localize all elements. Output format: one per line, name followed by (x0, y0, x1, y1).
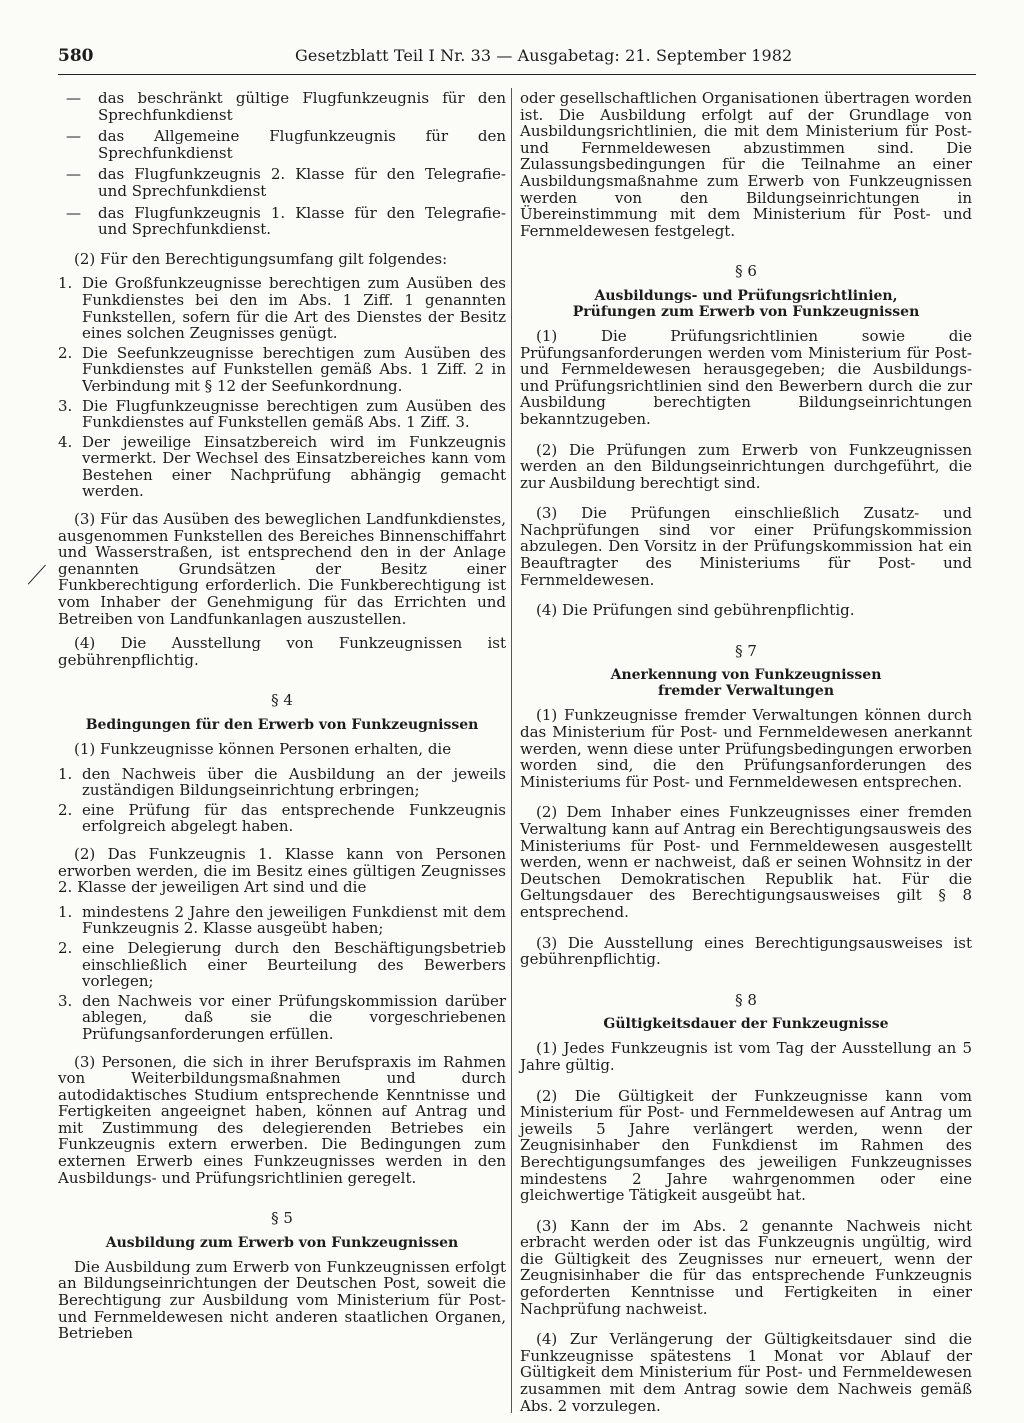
page-header (58, 48, 976, 75)
section-number: § 6 (735, 262, 757, 281)
paragraph: (3) Personen, die sich in ihrer Berufspraxis im Rahmen von Weiterbildungsmaßnahmen und durch autodidaktisches Studium entsprechende Kenntnisse und Fertigkeiten angeeignet haben, können auf Antrag und mit Zustimmung des delegierenden Betriebes ein Funkzeugnis extern erwerben. Die Bedingungen zum externen Erwerb eines Funkzeugnisses werden in den Ausbildungs- und Prüfungsrichtlinien geregelt. (58, 1052, 506, 1187)
numbered-item: 3. den Nachweis vor einer Prüfungskommission darüber ablegen, daß sie die vorgeschriebenen Prüfungsanforderungen erfüllen. (58, 991, 506, 1043)
paragraph: (4) Die Ausstellung von Funkzeugnissen ist gebührenpflichtig. (58, 634, 506, 669)
numbered-item: 1. mindestens 2 Jahre den jeweiligen Funkdienst mit dem Funkzeugnis 2. Klasse ausgeübt haben; (58, 902, 506, 938)
numbered-item: 4. Der jeweilige Einsatzbereich wird im Funkzeugnis vermerkt. Der Wechsel des Einsatzbereiches kann vom Bestehen einer Nachprüfung abhängig gemacht werden. (58, 432, 506, 501)
paragraph: (3) Die Prüfungen einschließlich Zusatz- und Nachprüfungen sind vor einer Prüfungskommission abzulegen. Den Vorsitz in der Prüfungskommission hat ein Beauftragter des Ministeriums für Post- und Fernmeldewesen. (520, 504, 972, 589)
paragraph: (4) Zur Verlängerung der Gültigkeitsdauer sind die Funkzeugnisse spätestens 1 Monat vor Ablauf der Gültigkeit dem Ministerium für Post- und Fernmeldewesen zusammen mit dem Antrag sowie dem Nachweis gemäß Abs. 2 vorzulegen. (520, 1330, 972, 1415)
paragraph: (2) Für den Berechtigungsumfang gilt folgendes: (74, 249, 448, 268)
paragraph: (2) Die Prüfungen zum Erwerb von Funkzeugnissen werden an den Bildungseinrichtungen durchgeführt, die zur Ausbildung berechtigt sind. (520, 440, 972, 492)
dash-item: — das Flugfunkzeugnis 2. Klasse für den Telegrafie- und Sprechfunkdienst (66, 165, 506, 200)
section-title: Ausbildung zum Erwerb von Funkzeugnissen (105, 1234, 459, 1251)
dash-item: — das Flugfunkzeugnis 1. Klasse für den Telegrafie- und Sprechfunkdienst. (66, 203, 506, 239)
numbered-item: 2. eine Delegierung durch den Beschäftigungsbetrieb einschließlich einer Beurteilung des Bewerbers vorlegen; (58, 938, 506, 991)
section-title: Ausbildungs- und Prüfungsrichtlinien, Prüfungen zum Erwerb von Funkzeugnissen (572, 287, 920, 320)
gazette-title: Gesetzblatt Teil I Nr. 33 — Ausgabetag: 21. September 1982 (295, 46, 793, 65)
numbered-item: 2. eine Prüfung für das entsprechende Funkzeugnis erfolgreich abgelegt haben. (58, 800, 506, 836)
paragraph: oder gesellschaftlichen Organisationen übertragen worden ist. Die Ausbildung erfolgt auf der Grundlage von Ausbildungsrichtlinien, die mit dem Ministerium für Post- und Fernmeldewesen abzustimmen sind. Die Zulassungsbedingungen für die Teilnahme an einer Ausbildungsmaßnahme zum Erwerb von Funkzeugnissen werden von den Bildungseinrichtungen in Übereinstimmung mit dem Ministerium für Post- und Fernmeldewesen festgelegt. (520, 89, 972, 240)
paragraph: (1) Funkzeugnisse fremder Verwaltungen können durch das Ministerium für Post- und Fernmeldewesen anerkannt werden, wenn diese unter Prüfungsbedingungen erworben worden sind, die den Prüfungsanforderungen des Ministeriums für Post- und Fernmeldewesen entsprechen. (520, 706, 972, 791)
paragraph: (3) Kann der im Abs. 2 genannte Nachweis nicht erbracht werden oder ist das Funkzeugnis ungültig, wird die Gültigkeit des Zeugnisses nur erneuert, wenn der Zeugnisinhaber die für das entsprechende Funkzeugnis geforderten Kenntnisse und Fertigkeiten in einer Nachprüfung nachweist. (520, 1216, 972, 1318)
left-column (58, 90, 506, 1342)
margin-mark (28, 565, 46, 585)
paragraph: (2) Dem Inhaber eines Funkzeugnisses einer fremden Verwaltung kann auf Antrag ein Berechtigungsausweis des Ministeriums für Post- und Fernmeldewesen ausgestellt werden, wenn er nachweist, daß er seinen Wohnsitz in der Deutschen Demokratischen Republik hat. Für die Geltungsdauer des Berechtigungsausweises gilt § 8 entsprechend. (520, 803, 972, 921)
column-divider (511, 88, 512, 1413)
section-title: Bedingungen für den Erwerb von Funkzeugnissen (85, 717, 479, 733)
paragraph: (4) Die Prüfungen sind gebührenpflichtig. (536, 601, 855, 620)
paragraph: (3) Die Ausstellung eines Berechtigungsausweises ist gebührenpflichtig. (520, 933, 972, 969)
right-column (520, 90, 972, 1414)
dash-item: — das Allgemeine Flugfunkzeugnis für den Sprechfunkdienst (66, 127, 506, 162)
paragraph: (1) Die Prüfungsrichtlinien sowie die Prüfungsanforderungen werden vom Ministerium für Post- und Fernmeldewesen herausgegeben; die Ausbildungs- und Prüfungsrichtlinien sind den Bewerbern durch die zur Ausbildung berechtigten Bildungseinrichtungen bekanntzugeben. (520, 326, 972, 428)
paragraph: (1) Jedes Funkzeugnis ist vom Tag der Ausstellung an 5 Jahre gültig. (520, 1039, 972, 1074)
paragraph: (1) Funkzeugnisse können Personen erhalten, die (74, 740, 452, 758)
numbered-item: 1. Die Großfunkzeugnisse berechtigen zum Ausüben des Funkdienstes bei den im Abs. 1 Ziff. 1 genannten Funkstellen, sofern für die Art des Dienstes der Besitz eines solchen Zeugnisses genügt. (58, 274, 506, 343)
paragraph: (2) Die Gültigkeit der Funkzeugnisse kann vom Ministerium für Post- und Fernmeldewesen auf Antrag um jeweils 5 Jahre verlängert werden, wenn der Zeugnisinhaber den Funkdienst im Rahmen des Berechtigungsumfanges des jeweiligen Funkzeugnisses mindestens 2 Jahre wahrgenommen oder eine gleichwertige Tätigkeit ausgeübt hat. (520, 1086, 972, 1205)
page-number: 580 (58, 46, 94, 66)
paragraph: (3) Für das Ausüben des beweglichen Landfunkdienstes, ausgenommen Funkstellen des Bereiches Binnenschiffahrt und Wasserstraßen, ist entsprechend den in der Anlage genannten Grundsätzen der Besitz einer Funkberechtigung erforderlich. Die Funkberechtigung ist vom Inhaber der Genehmigung für das Errichten und Betreiben von Landfunkanlagen auszustellen. (58, 510, 506, 628)
section-number: § 5 (271, 1209, 293, 1228)
numbered-item: 1. den Nachweis über die Ausbildung an der jeweils zuständigen Bildungseinrichtung erbringen; (58, 764, 506, 800)
section-title: Anerkennung von Funkzeugnissen fremder Verwaltungen (610, 667, 882, 700)
paragraph: (2) Das Funkzeugnis 1. Klasse kann von Personen erworben werden, die im Besitz eines gültigen Zeugnisses 2. Klasse der jeweiligen Art sind und die (58, 844, 506, 897)
section-number: § 4 (271, 691, 293, 710)
section-number: § 7 (735, 641, 757, 660)
numbered-item: 2. Die Seefunkzeugnisse berechtigen zum Ausüben des Funkdienstes auf Funkstellen gemäß Abs. 1 Ziff. 2 in Verbindung mit § 12 der Seefunkordnung. (58, 343, 506, 395)
numbered-item: 3. Die Flugfunkzeugnisse berechtigen zum Ausüben des Funkdienstes auf Funkstellen gemäß Abs. 1 Ziff. 3. (58, 396, 506, 432)
paragraph: Die Ausbildung zum Erwerb von Funkzeugnissen erfolgt an Bildungseinrichtungen der Deutschen Post, soweit die Berechtigung zur Ausbildung vom Ministerium für Post- und Fernmeldewesen nicht anderen staatlichen Organen, Betrieben (58, 1257, 506, 1343)
section-title: Gültigkeitsdauer der Funkzeugnisse (603, 1016, 889, 1033)
section-number: § 8 (735, 990, 757, 1009)
dash-item: — das beschränkt gültige Flugfunkzeugnis für den Sprechfunkdienst (66, 89, 506, 124)
